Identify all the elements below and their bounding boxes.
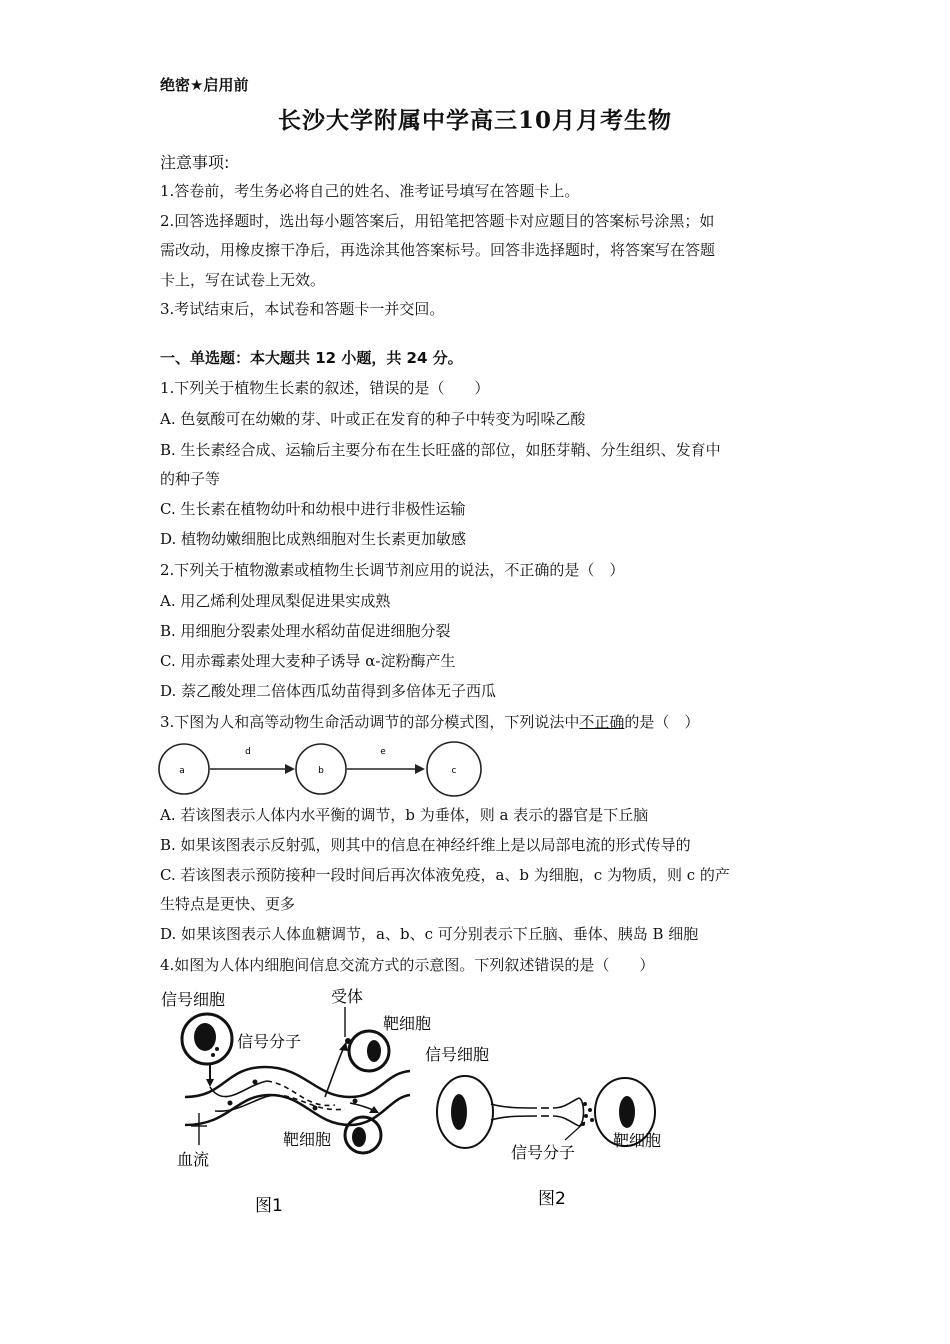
question-3-option-a: A. 若该图表示人体内水平衡的调节，b 为垂体，则 a 表示的器官是下丘脑 bbox=[160, 806, 649, 824]
arrow-d-label: d bbox=[245, 747, 251, 757]
arrow-e-label: e bbox=[380, 747, 386, 757]
fig2-caption: 图2 bbox=[538, 1189, 566, 1209]
question-2-stem: 2.下列关于植物激素或植物生长调节剂应用的说法，不正确的是（ ） bbox=[160, 561, 625, 579]
confidential-label: 绝密★启用前 bbox=[160, 76, 249, 94]
question-3-stem-text: 3.下图为人和高等动物生命活动调节的部分模式图，下列说法中 bbox=[160, 713, 580, 731]
question-2-option-a: A. 用乙烯利处理凤梨促进果实成熟 bbox=[160, 592, 391, 610]
question-1-option-b: B. 生长素经合成、运输后主要分布在生长旺盛的部位，如胚芽鞘、分生组织、发育中 bbox=[160, 441, 721, 459]
fig1-blood-flow-label: 血流 bbox=[177, 1150, 210, 1169]
figure-1 bbox=[155, 985, 432, 1220]
fig1-target-top-label: 靶细胞 bbox=[383, 1014, 432, 1033]
node-a-label: a bbox=[179, 766, 185, 776]
question-3-option-c-cont: 生特点是更快、更多 bbox=[160, 895, 296, 913]
question-1-option-d: D. 植物幼嫩细胞比成熟细胞对生长素更加敏感 bbox=[160, 530, 467, 548]
arrow-e-head bbox=[415, 764, 425, 774]
question-3-stem bbox=[160, 712, 790, 732]
question-1-option-a: A. 色氨酸可在幼嫩的芽、叶或正在发育的种子中转变为吲哚乙酸 bbox=[160, 410, 586, 428]
fig1-receptor-label: 受体 bbox=[331, 987, 364, 1006]
notice-line: 需改动，用橡皮擦干净后，再选涂其他答案标号。回答非选择题时，将答案写在答题 bbox=[160, 241, 716, 259]
fig1-target-bottom-label: 靶细胞 bbox=[283, 1130, 332, 1149]
question-2-option-b: B. 用细胞分裂素处理水稻幼苗促进细胞分裂 bbox=[160, 622, 451, 640]
question-3-option-c: C. 若该图表示预防接种一段时间后再次体液免疫，a、b 为细胞，c 为物质，则 c 的产 bbox=[160, 866, 730, 884]
notice-heading: 注意事项: bbox=[160, 153, 230, 172]
figure-2 bbox=[425, 1040, 685, 1210]
question-3-stem-emphasis: 不正确 bbox=[579, 713, 625, 731]
fig2-signal-molecule-label: 信号分子 bbox=[511, 1143, 576, 1162]
question-1-stem: 1.下列关于植物生长素的叙述，错误的是（ ） bbox=[160, 379, 490, 397]
section-heading: 一、单选题：本大题共 12 小题，共 24 分。 bbox=[160, 349, 463, 367]
question-4-stem: 4.如图为人体内细胞间信息交流方式的示意图。下列叙述错误的是（ ） bbox=[160, 956, 655, 974]
fig1-caption: 图1 bbox=[255, 1196, 283, 1216]
fig1-signal-nucleus bbox=[194, 1023, 216, 1051]
regulation-diagram bbox=[155, 740, 490, 798]
notice-line: 2.回答选择题时，选出每小题答案后，用铅笔把答题卡对应题目的答案标号涂黑；如 bbox=[160, 212, 715, 230]
question-3-option-b: B. 如果该图表示反射弧，则其中的信息在神经纤维上是以局部电流的形式传导的 bbox=[160, 836, 691, 854]
fig2-signal-cell-label: 信号细胞 bbox=[425, 1045, 490, 1064]
fig1-signal-cell-label: 信号细胞 bbox=[161, 990, 226, 1009]
node-b-label: b bbox=[318, 766, 324, 776]
notice-line: 3.考试结束后，本试卷和答题卡一并交回。 bbox=[160, 300, 445, 318]
question-3-option-d: D. 如果该图表示人体血糖调节，a、b、c 可分别表示下丘脑、垂体、胰岛 B 细胞 bbox=[160, 925, 699, 943]
page-title: 长沙大学附属中学高三10月月考生物 bbox=[277, 107, 672, 134]
arrow-d-head bbox=[285, 764, 295, 774]
question-2-option-d: D. 萘乙酸处理二倍体西瓜幼苗得到多倍体无子西瓜 bbox=[160, 682, 497, 700]
fig1-signal-molecule-label: 信号分子 bbox=[237, 1032, 302, 1051]
question-1-option-c: C. 生长素在植物幼叶和幼根中进行非极性运输 bbox=[160, 500, 466, 518]
question-1-option-b-cont: 的种子等 bbox=[160, 470, 221, 488]
notice-line: 1.答卷前，考生务必将自己的姓名、准考证号填写在答题卡上。 bbox=[160, 182, 580, 200]
question-2-option-c: C. 用赤霉素处理大麦种子诱导 α-淀粉酶产生 bbox=[160, 652, 456, 670]
fig2-target-cell-label: 靶细胞 bbox=[613, 1131, 662, 1150]
question-3-stem-end: 的是（ ） bbox=[624, 713, 700, 731]
notice-line: 卡上，写在试卷上无效。 bbox=[160, 271, 326, 289]
node-c-label: c bbox=[451, 766, 457, 776]
fig1-vessel-wall-top bbox=[185, 1067, 410, 1097]
